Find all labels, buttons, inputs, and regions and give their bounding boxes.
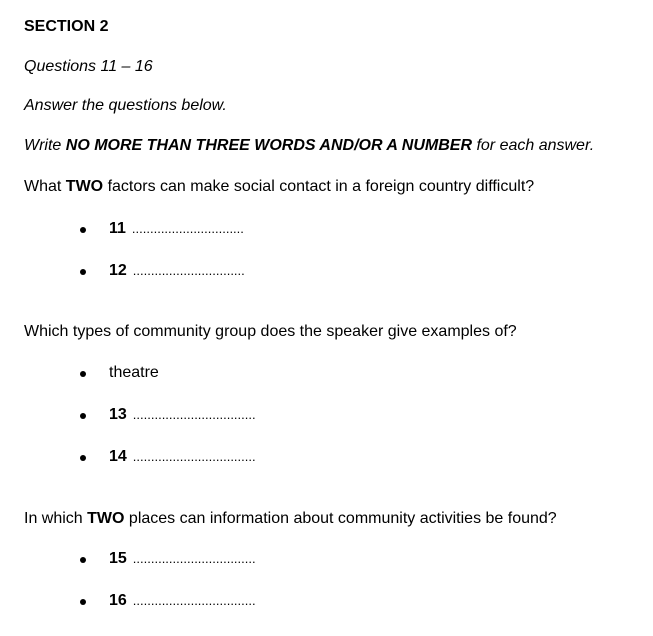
word-limit-emphasis: NO MORE THAN THREE WORDS AND/OR A NUMBER (65, 137, 472, 154)
word-limit-instruction (24, 136, 594, 156)
questions-range: Questions 11 – 16 (24, 58, 153, 75)
answer-line[interactable] (109, 219, 244, 239)
question-social-contact (24, 177, 534, 197)
bullet-icon (80, 371, 86, 377)
answer-line[interactable] (109, 549, 256, 569)
answer-blank[interactable]: ............................... (131, 221, 244, 236)
bullet-icon (80, 227, 86, 233)
answer-blank[interactable]: .................................. (132, 593, 256, 608)
question-prefix: What (24, 178, 66, 195)
question-number: 15 (109, 550, 127, 567)
question-suffix: factors can make social contact in a foreign country difficult? (103, 178, 535, 195)
question-number: 12 (109, 262, 127, 279)
question-number: 14 (109, 448, 127, 465)
question-prefix: In which (24, 510, 88, 527)
answer-blank[interactable]: ............................... (132, 263, 245, 278)
answer-line[interactable] (109, 405, 256, 425)
example-answer: theatre (109, 364, 159, 381)
question-number: 11 (109, 220, 126, 237)
question-suffix: places can information about community activities be found? (124, 510, 557, 527)
answer-blank[interactable]: .................................. (132, 449, 256, 464)
answer-line[interactable] (109, 261, 245, 281)
bullet-icon (80, 455, 86, 461)
question-community-groups: Which types of community group does the speaker give examples of? (24, 323, 517, 340)
answer-line[interactable] (109, 447, 256, 467)
bullet-icon (80, 599, 86, 605)
bullet-icon (80, 269, 86, 275)
question-number: 13 (109, 406, 127, 423)
word-limit-prefix: Write (24, 137, 66, 154)
answer-blank[interactable]: .................................. (132, 551, 256, 566)
bullet-icon (80, 413, 86, 419)
question-number: 16 (109, 592, 127, 609)
bullet-icon (80, 557, 86, 563)
answer-line[interactable] (109, 591, 256, 611)
word-limit-suffix: for each answer. (472, 137, 595, 154)
question-information-places (24, 509, 557, 529)
answer-blank[interactable]: .................................. (132, 407, 256, 422)
section-title: SECTION 2 (24, 18, 109, 35)
instruction: Answer the questions below. (24, 97, 227, 114)
question-emphasis: TWO (87, 510, 125, 527)
question-emphasis: TWO (65, 178, 104, 195)
